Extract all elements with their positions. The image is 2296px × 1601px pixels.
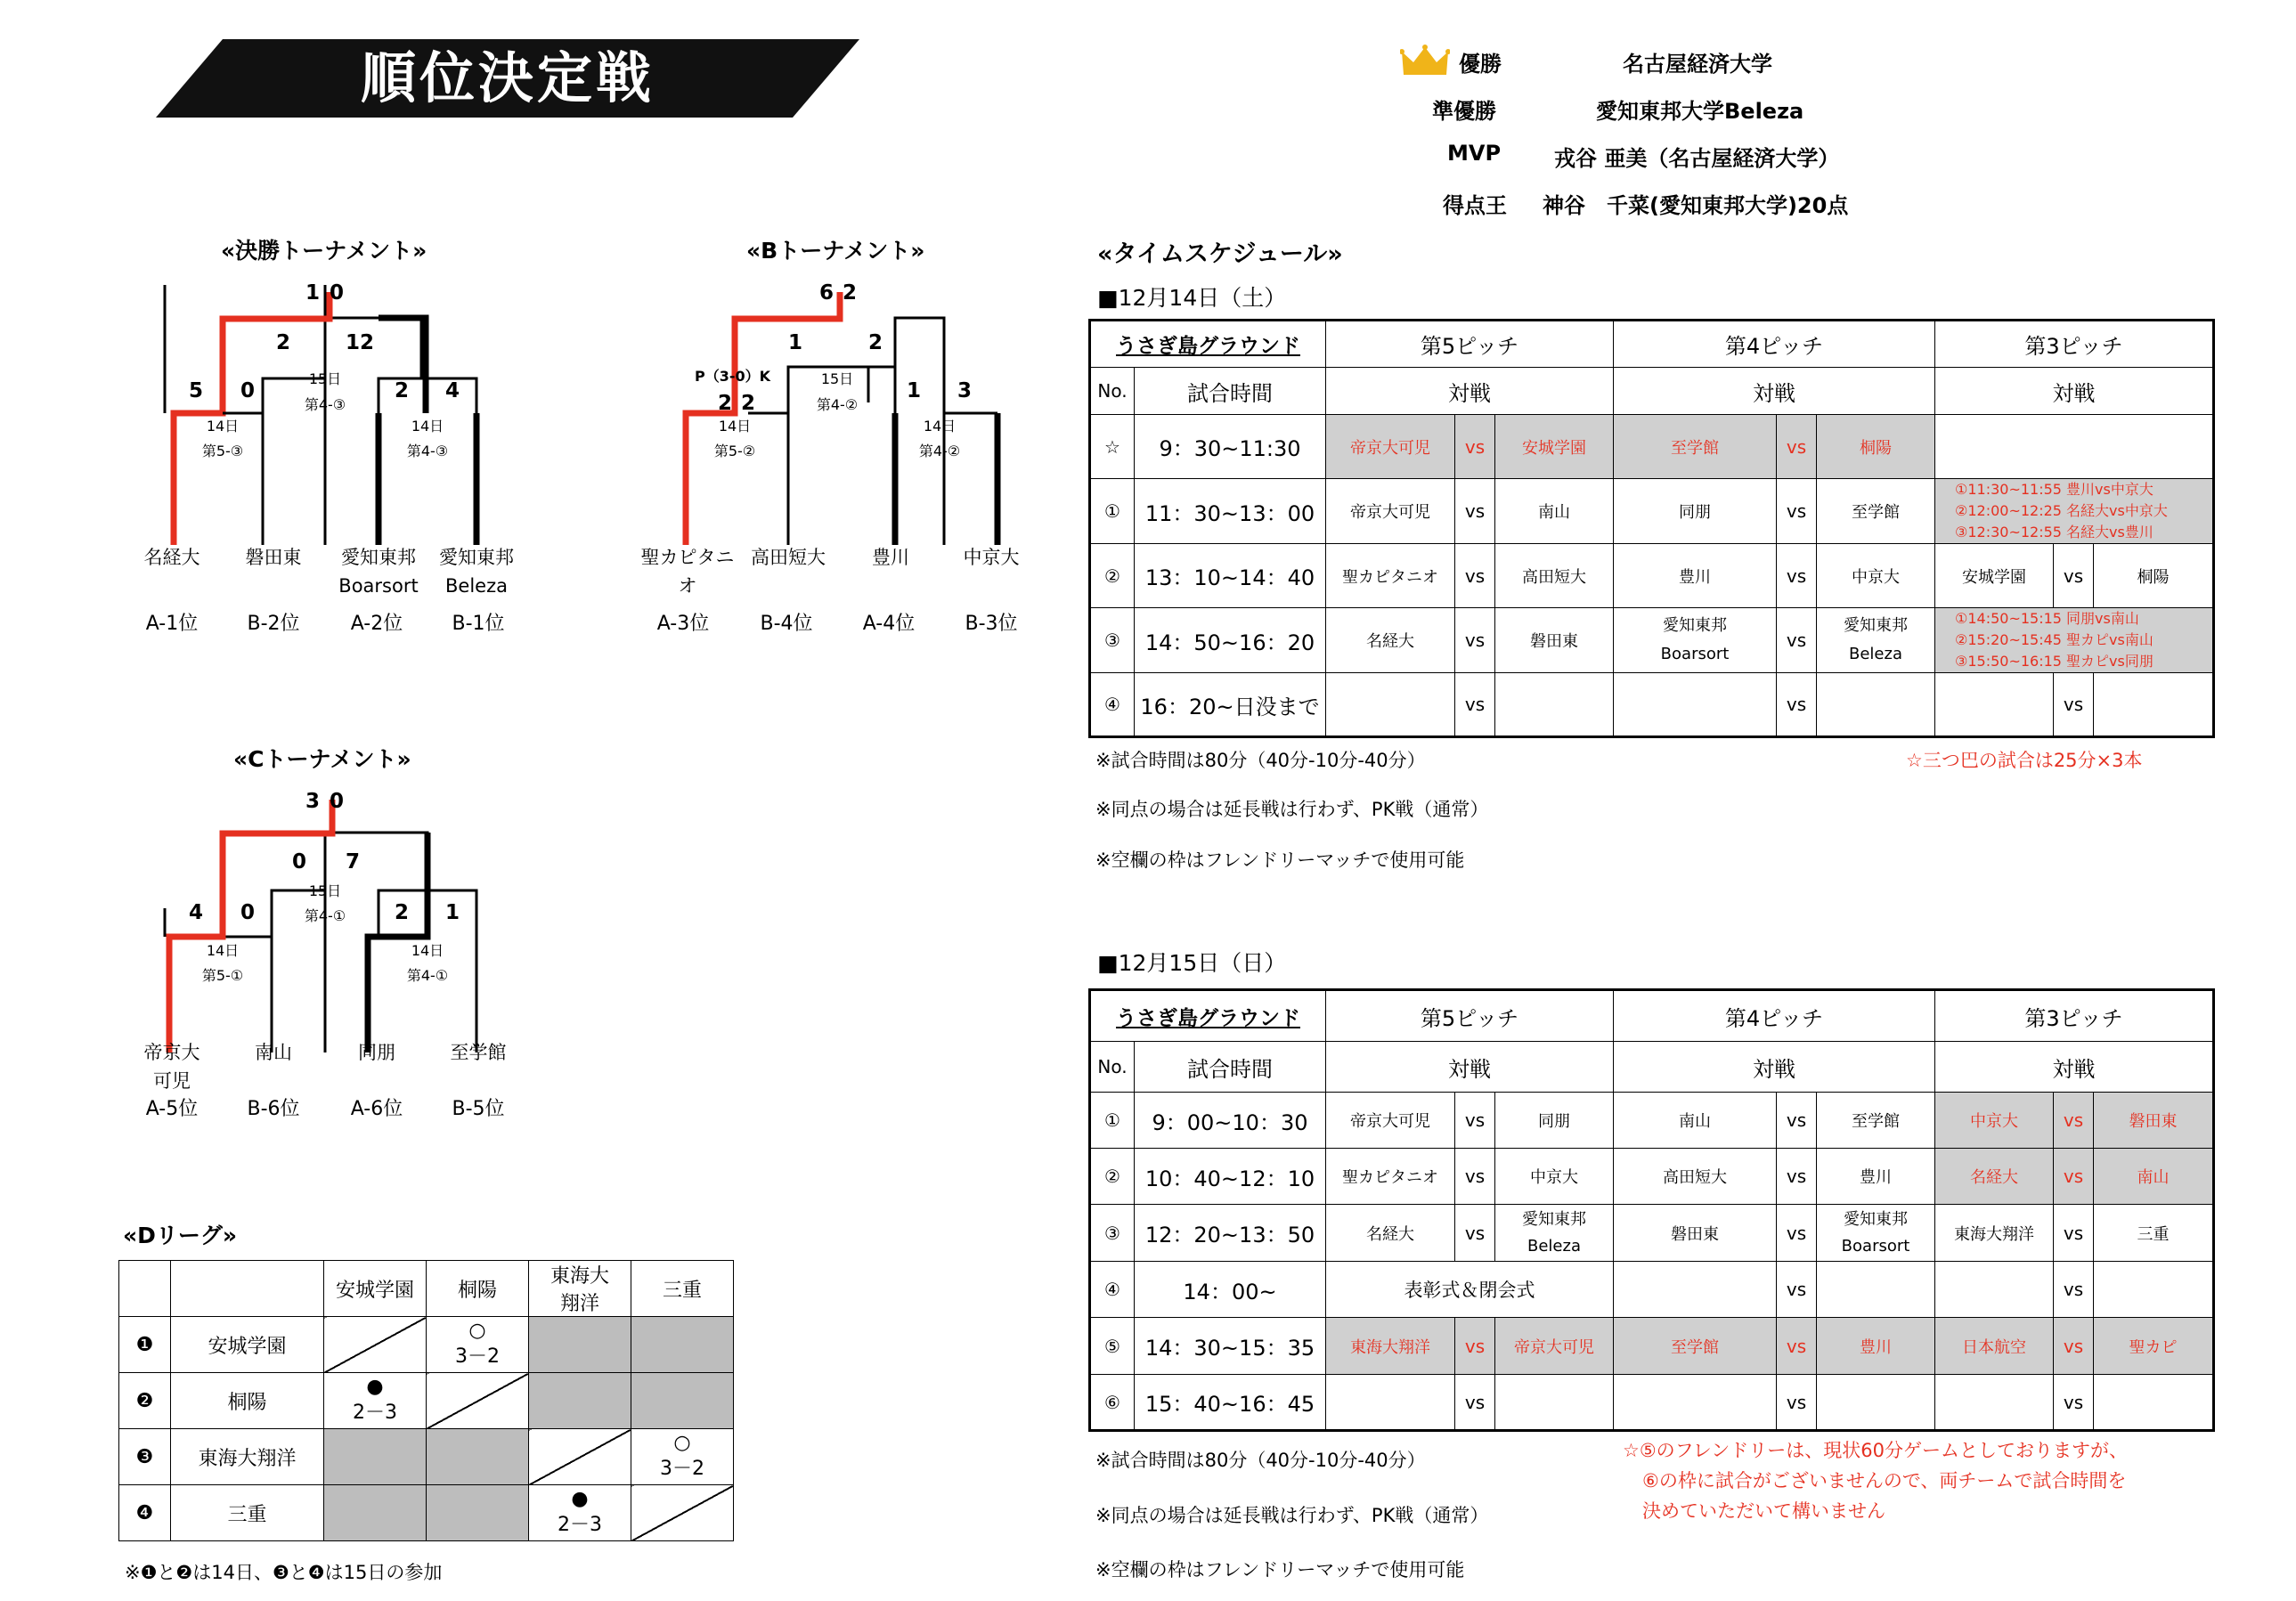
schedule-row: ① 9：00~10：30 帝京大可児 vs 同朋 南山 vs 至学館 中京大 vs 磐田東: [1090, 1093, 2214, 1149]
b-rank-3: A-4位: [862, 613, 916, 635]
b-final-score-left: 6: [819, 281, 835, 305]
league-result: ● 2－3: [324, 1373, 427, 1429]
b-qf2-left: 1: [907, 379, 922, 402]
day1-red-note: ☆三つ巴の試合は25分×3本: [1906, 750, 2143, 771]
finals-rank-2: B-2位: [247, 613, 300, 635]
b-team-1: 聖カピタニ オ: [640, 547, 735, 597]
schedule-row: ③ 12：20~13：50 名経大 vs 愛知東邦 Beleza 磐田東 vs 愛知東邦 Boarsort 東海大翔洋 vs 三重: [1090, 1205, 2214, 1262]
day2-note-1: ※試合時間は80分（40分-10分-40分）: [1095, 1450, 1426, 1471]
c-qf2-match: 第4-①: [406, 967, 449, 984]
b-rank-2: B-4位: [760, 613, 813, 635]
c-qf1-match: 第5-①: [201, 967, 244, 984]
c-qf1-right: 0: [240, 901, 256, 924]
b-tournament-bracket: [641, 267, 1069, 561]
venue-label: うさぎ島グラウンド: [1090, 321, 1326, 368]
mvp-label: MVP: [1447, 141, 1502, 166]
day2-red-note: ☆⑤のフレンドリーは、現状60分ゲームとしておりますが、 ⑥の枠に試合がございませんので、両チームで試合時間を 決めていただいて構いません: [1623, 1440, 2129, 1522]
b-qf2-match: 第4-②: [918, 443, 961, 459]
venue-label: うさぎ島グラウンド: [1090, 990, 1326, 1042]
b-qf1-left: 2: [718, 392, 733, 415]
c-team-1: 帝京大 可児: [143, 1042, 200, 1092]
b-tournament-heading: «Bトーナメント»: [746, 238, 925, 264]
day1-note-2: ※同点の場合は延長戦は行わず、PK戦（通常）: [1095, 799, 1489, 820]
finals-qf1-left: 5: [189, 379, 204, 402]
c-tournament-heading: «Cトーナメント»: [233, 746, 411, 772]
finals-qf2-date: 14日: [411, 418, 444, 435]
finals-qf1-date: 14日: [206, 418, 240, 435]
champion: 名古屋経済大学: [1623, 52, 1772, 77]
day1-note-3: ※空欄の枠はフレンドリーマッチで使用可能: [1095, 849, 1465, 871]
league-diag-cell: [324, 1317, 427, 1373]
league-col-2: 桐陽: [427, 1261, 529, 1317]
c-final-match: 第4-①: [304, 907, 346, 924]
b-team-3: 豊川: [872, 547, 909, 568]
finals-team-4: 愛知東邦 Beleza: [439, 547, 514, 597]
scorer-label: 得点王: [1443, 193, 1507, 218]
c-qf2-left: 2: [395, 901, 410, 924]
day1-date: ■12月14日（土）: [1097, 285, 1287, 311]
finals-final-date: 15日: [308, 370, 342, 387]
round-robin-note: ①14:50~15:15 同朋vs南山 ②15:20~15:45 聖カピvs南山 ③15:50~16:15 聖カピvs同朋: [1935, 608, 2214, 673]
finals-qf2-right: 4: [445, 379, 460, 402]
league-row: ❹ 三重 ● 2－3: [119, 1485, 734, 1541]
b-qf2-right: 3: [957, 379, 973, 402]
league-col-3: 東海大 翔洋: [529, 1261, 631, 1317]
finals-team-2: 磐田東: [245, 547, 302, 568]
pitch-5-header: 第5ピッチ: [1326, 321, 1614, 368]
day1-schedule-table: うさぎ島グラウンド 第5ピッチ 第4ピッチ 第3ピッチ No. 試合時間 対戦 対戦 対戦 ☆ 9：30~11:30 帝京大可児 vs 安城学園 至学館 vs 桐陽 ① 11：30~13：00 帝京大可児 vs 南山 同朋 vs 至学館 ①11:30~11:55 豊川vs中京大 ②12:00~12:25 名経大vs中京大 ③12:30~12:55 名経大vs豊川 ② 13：10~14：40 聖カピタニオ vs 高田短大 豊川 vs 中京大 安城学園 vs 桐陽 ③ 14：50~16：20 名経大 vs 磐田東 愛知東邦 Boarsort vs 愛知東邦 Beleza ①14:50~15:15 同朋vs南山 ②15:20~15:45 聖カピvs南山 ③15:50~16:15 聖カピvs同朋 ④ 16：20~日没まで vs vs vs: [1088, 319, 2215, 738]
c-rank-4: B-5位: [452, 1098, 505, 1120]
c-final-date: 15日: [308, 882, 342, 899]
league-result: ○ 3－2: [427, 1317, 529, 1373]
runner-up-label: 準優勝: [1432, 99, 1496, 124]
finals-bracket: [125, 267, 552, 561]
b-team-4: 中京大: [963, 547, 1020, 568]
schedule-heading: «タイムスケジュール»: [1097, 240, 1343, 268]
schedule-row: ⑤ 14：30~15：35 東海大翔洋 vs 帝京大可児 至学館 vs 豊川 日本航空 vs 聖カピ: [1090, 1318, 2214, 1375]
crown-icon: [1400, 45, 1450, 78]
schedule-row: ⑥ 15：40~16：45 vs vs vs: [1090, 1375, 2214, 1431]
b-qf1-right: 2: [741, 392, 756, 415]
c-team-4: 至学館: [450, 1042, 507, 1063]
runner-up: 愛知東邦大学Beleza: [1596, 99, 1804, 124]
league-diag-cell: [427, 1373, 529, 1429]
top-scorer: 神谷 千菜(愛知東邦大学)20点: [1543, 193, 1849, 218]
schedule-row: ④ 14：00~ 表彰式＆閉会式 vs vs: [1090, 1262, 2214, 1318]
c-qf1-left: 4: [189, 901, 204, 924]
finals-sf-right: 12: [346, 331, 375, 354]
c-team-3: 同朋: [358, 1042, 395, 1063]
c-rank-3: A-6位: [350, 1098, 403, 1120]
d-league-note: ※❶と❷は14日、❸と❹は15日の参加: [125, 1562, 443, 1583]
day2-note-3: ※空欄の枠はフレンドリーマッチで使用可能: [1095, 1559, 1465, 1581]
schedule-row: ② 13：10~14：40 聖カピタニオ vs 高田短大 豊川 vs 中京大 安城学園 vs 桐陽: [1090, 544, 2214, 608]
league-result: ● 2－3: [529, 1485, 631, 1541]
mvp: 戎谷 亜美（名古屋経済大学）: [1554, 146, 1840, 171]
c-qf2-right: 1: [445, 901, 460, 924]
league-row: ❶ 安城学園 ○ 3－2: [119, 1317, 734, 1373]
ceremony-cell: 表彰式＆閉会式: [1326, 1262, 1614, 1318]
c-sf-left: 0: [292, 850, 307, 874]
round-robin-note: ①11:30~11:55 豊川vs中京大 ②12:00~12:25 名経大vs中京大 ③12:30~12:55 名経大vs豊川: [1935, 479, 2214, 544]
league-diag-cell: [529, 1429, 631, 1485]
b-rank-1: A-3位: [656, 613, 710, 635]
day1-note-1: ※試合時間は80分（40分-10分-40分）: [1095, 750, 1426, 771]
day2-date: ■12月15日（日）: [1097, 950, 1287, 976]
league-diag-cell: [631, 1485, 734, 1541]
finals-qf2-match: 第4-③: [406, 443, 449, 459]
day2-note-2: ※同点の場合は延長戦は行わず、PK戦（通常）: [1095, 1505, 1489, 1526]
schedule-row: ③ 14：50~16：20 名経大 vs 磐田東 愛知東邦 Boarsort vs 愛知東邦 Beleza ①14:50~15:15 同朋vs南山 ②15:20~15:45 聖カピvs南山 ③15:50~16:15 聖カピvs同朋: [1090, 608, 2214, 673]
finals-rank-4: B-1位: [452, 613, 505, 635]
b-sf-left: 1: [788, 331, 803, 354]
b-sf-right: 2: [868, 331, 883, 354]
b-team-2: 高田短大: [751, 547, 826, 568]
day2-schedule-table: うさぎ島グラウンド 第5ピッチ 第4ピッチ 第3ピッチ No. 試合時間 対戦 対戦 対戦 ① 9：00~10：30 帝京大可児 vs 同朋 南山 vs 至学館 中京大 vs 磐田東 ② 10：40~12：10 聖カピタニオ vs 中京大 高田短大 vs 豊川 名経大 vs 南山 ③ 12：20~13：50 名経大 vs 愛知東邦 Beleza 磐田東 vs 愛知東邦 Boarsort 東海大翔洋 vs 三重 ④ 14：00~ 表彰式＆閉会式 vs vs ⑤ 14：30~15：35 東海大翔洋 vs 帝京大可児 至学館 vs 豊川 日本航空 vs 聖カピ ⑥ 15：40~16：45 vs vs vs: [1088, 988, 2215, 1432]
schedule-row: ② 10：40~12：10 聖カピタニオ vs 中京大 高田短大 vs 豊川 名経大 vs 南山: [1090, 1149, 2214, 1205]
schedule-row: ① 11：30~13：00 帝京大可児 vs 南山 同朋 vs 至学館 ①11:30~11:55 豊川vs中京大 ②12:00~12:25 名経大vs中京大 ③12:30~12:55 名経大vs豊川: [1090, 479, 2214, 544]
finals-sf-left: 2: [276, 331, 291, 354]
c-final-score-right: 0: [330, 790, 345, 813]
b-pk-score: P（3-0）K: [695, 368, 771, 385]
b-final-score-right: 2: [843, 281, 858, 305]
finals-qf2-left: 2: [395, 379, 410, 402]
b-final-date: 15日: [820, 370, 854, 387]
schedule-row: ☆ 9：30~11:30 帝京大可児 vs 安城学園 至学館 vs 桐陽: [1090, 415, 2214, 479]
c-rank-1: A-5位: [145, 1098, 199, 1120]
schedule-row: ④ 16：20~日没まで vs vs vs: [1090, 673, 2214, 737]
finals-final-score-right: 0: [330, 281, 345, 305]
pitch-3-header: 第3ピッチ: [1935, 321, 2214, 368]
finals-rank-3: A-2位: [350, 613, 403, 635]
finals-rank-1: A-1位: [145, 613, 199, 635]
pitch-4-header: 第4ピッチ: [1614, 321, 1935, 368]
c-final-score-left: 3: [305, 790, 321, 813]
b-qf1-date: 14日: [718, 418, 752, 435]
c-qf1-date: 14日: [206, 942, 240, 959]
finals-final-score-left: 1: [305, 281, 321, 305]
c-qf2-date: 14日: [411, 942, 444, 959]
league-row: ❷ 桐陽 ● 2－3: [119, 1373, 734, 1429]
finals-qf1-match: 第5-③: [201, 443, 244, 459]
finals-final-match: 第4-③: [304, 396, 346, 413]
c-team-2: 南山: [255, 1042, 292, 1063]
page-title: 順位決定戦: [360, 45, 655, 110]
d-league-table: [118, 1260, 734, 1541]
league-result: ○ 3－2: [631, 1429, 734, 1485]
league-col-4: 三重: [631, 1261, 734, 1317]
champion-label: 優勝: [1459, 52, 1502, 77]
league-row: ❸ 東海大翔洋 ○ 3－2: [119, 1429, 734, 1485]
finals-team-3: 愛知東邦 Boarsort: [338, 547, 419, 597]
b-rank-4: B-3位: [965, 613, 1018, 635]
finals-heading: «決勝トーナメント»: [221, 238, 427, 264]
b-qf1-match: 第5-②: [713, 443, 756, 459]
c-rank-2: B-6位: [247, 1098, 300, 1120]
league-header-row: [119, 1261, 734, 1317]
b-final-match: 第4-②: [816, 396, 859, 413]
finals-qf1-right: 0: [240, 379, 256, 402]
finals-team-1: 名経大: [143, 547, 200, 568]
league-col-1: 安城学園: [324, 1261, 427, 1317]
c-sf-right: 7: [346, 850, 361, 874]
d-league-heading: «Dリーグ»: [123, 1223, 238, 1248]
b-qf2-date: 14日: [923, 418, 957, 435]
